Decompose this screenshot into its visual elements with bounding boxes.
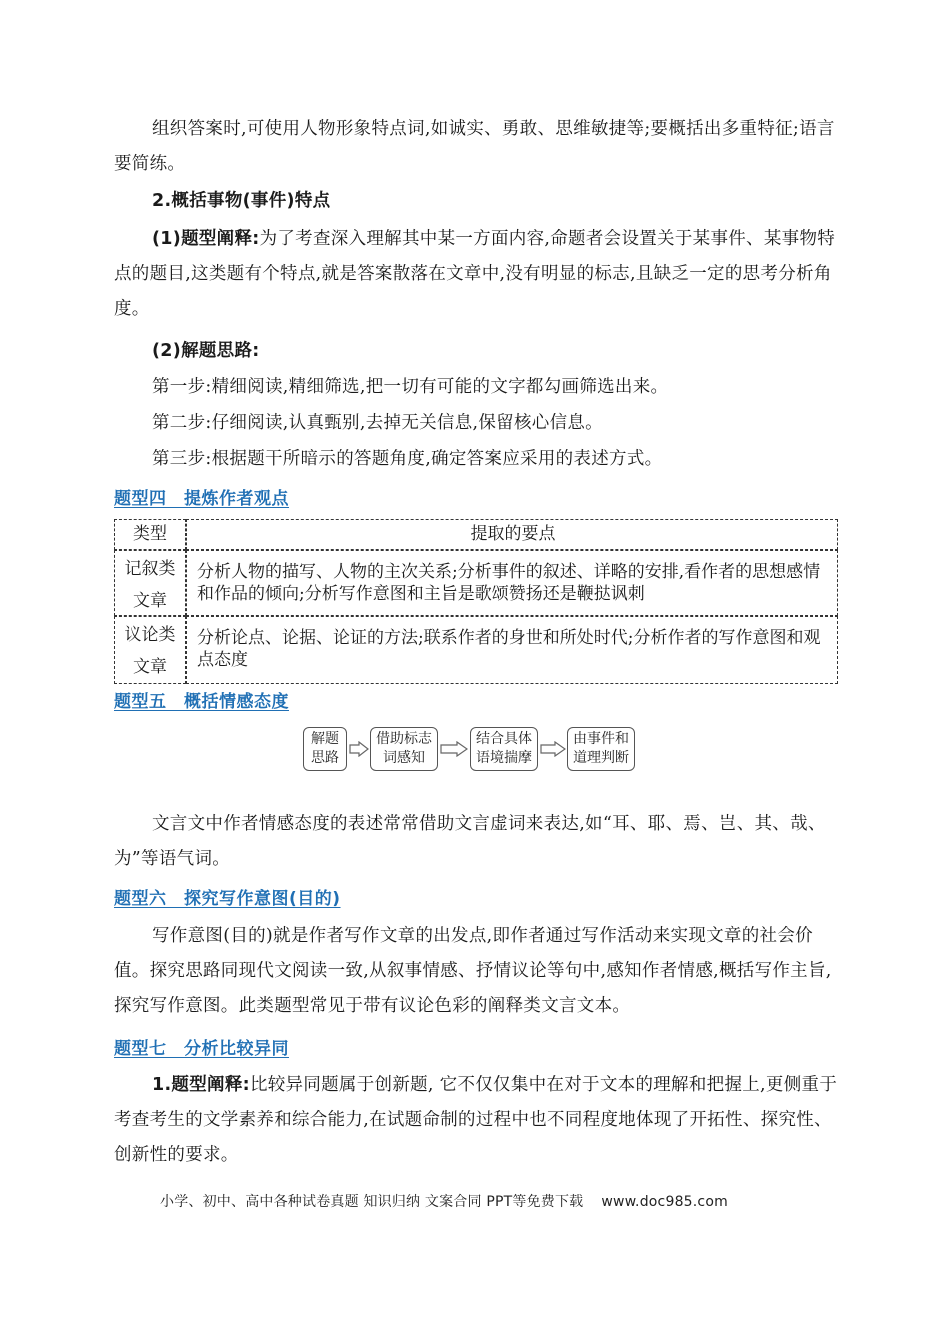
table-row-1-points: 分析人物的描写、人物的主次关系;分析事件的叙述、详略的安排,看作者的思想感情和作品的倾向;分析写作意图和主旨是歌颂赞扬还是鞭挞讽刺 <box>186 550 838 616</box>
flow-box-4-line2: 道理判断 <box>573 750 629 766</box>
flow-box-4 <box>567 727 635 771</box>
flow-box-1-line1: 解题 <box>311 731 339 747</box>
intro-paragraph: 组织答案时,可使用人物形象特点词,如诚实、勇敢、思维敏捷等;要概括出多重特征;语言要简练。 <box>114 119 835 174</box>
type7-text: 比较异同题属于创新题, 它不仅仅集中在对于文本的理解和把握上,更侧重于考查考生的文学素养和综合能力,在试题命制的过程中也不同程度地体现了开拓性、探究性、创新性的要求。 <box>114 1075 838 1165</box>
sec2-q1-text: 为了考查深入理解其中某一方面内容,命题者会设置关于某事件、某事物特点的题目,这类题有个特点,就是答案散落在文章中,没有明显的标志,且缺乏一定的思考分析角度。 <box>114 229 836 319</box>
flow-box-3-line1: 结合具体 <box>476 731 532 747</box>
footer-text: 小学、初中、高中各种试卷真题 知识归纳 文案合同 PPT等免费下载 <box>160 1194 584 1210</box>
type4-heading: 题型四 提炼作者观点 <box>114 489 289 509</box>
step-1: 第一步:精细阅读,精细筛选,把一切有可能的文字都勾画筛选出来。 <box>152 377 669 397</box>
flow-box-3 <box>470 727 538 771</box>
step-3: 第三步:根据题干所暗示的答题角度,确定答案应采用的表述方式。 <box>152 449 663 469</box>
row-1-type-line1: 记叙类 <box>124 559 176 579</box>
arrow-right-icon <box>440 741 468 757</box>
row-2-type-line2: 文章 <box>133 657 167 677</box>
type6-heading: 题型六 探究写作意图(目的) <box>114 889 341 909</box>
table-header-points: 提取的要点 <box>186 519 838 550</box>
type7-label: 1.题型阐释: <box>152 1075 250 1095</box>
flow-box-1-line2: 思路 <box>311 750 339 766</box>
table-row-2-points: 分析论点、论据、论证的方法;联系作者的身世和所处时代;分析作者的写作意图和观点态度 <box>186 616 838 684</box>
flow-box-2 <box>370 727 438 771</box>
type7-paragraph <box>114 1068 838 1173</box>
table-header-type: 类型 <box>114 519 186 550</box>
section-2-title: 2.概括事物(事件)特点 <box>152 191 331 211</box>
arrow-right-icon <box>540 741 566 757</box>
footer-url[interactable]: www.doc985.com <box>601 1194 728 1210</box>
step-2: 第二步:仔细阅读,认真甄别,去掉无关信息,保留核心信息。 <box>152 413 603 433</box>
sec2-q1-paragraph <box>114 222 838 327</box>
flow-box-4-line1: 由事件和 <box>573 731 629 747</box>
table-row-1-type <box>114 550 186 616</box>
flow-box-1 <box>303 727 347 771</box>
flow-box-2-line1: 借助标志 <box>376 731 432 747</box>
row-2-type-line1: 议论类 <box>124 625 176 645</box>
sec2-q1-label: (1)题型阐释: <box>152 229 260 249</box>
type5-heading: 题型五 概括情感态度 <box>114 692 289 712</box>
type5-paragraph: 文言文中作者情感态度的表述常常借助文言虚词来表达,如“耳、耶、焉、岂、其、哉、为”等语气词。 <box>114 814 826 869</box>
solution-flowchart <box>0 727 950 773</box>
sec2-q2-label: (2)解题思路: <box>152 341 260 361</box>
row-1-type-line2: 文章 <box>133 591 167 611</box>
flow-box-2-line2: 词感知 <box>383 750 425 766</box>
table-row-2-type <box>114 616 186 684</box>
arrow-right-icon <box>349 741 369 757</box>
flow-box-3-line2: 语境揣摩 <box>476 750 532 766</box>
viewpoint-table <box>114 519 838 684</box>
type7-heading: 题型七 分析比较异同 <box>114 1039 289 1059</box>
page-footer <box>160 1191 728 1211</box>
type6-paragraph: 写作意图(目的)就是作者写作文章的出发点,即作者通过写作活动来实现文章的社会价值。探究思路同现代文阅读一致,从叙事情感、抒情议论等句中,感知作者情感,概括写作主旨,探究写作意图。此类题型常见于带有议论色彩的阐释类文言文本。 <box>114 926 832 1016</box>
